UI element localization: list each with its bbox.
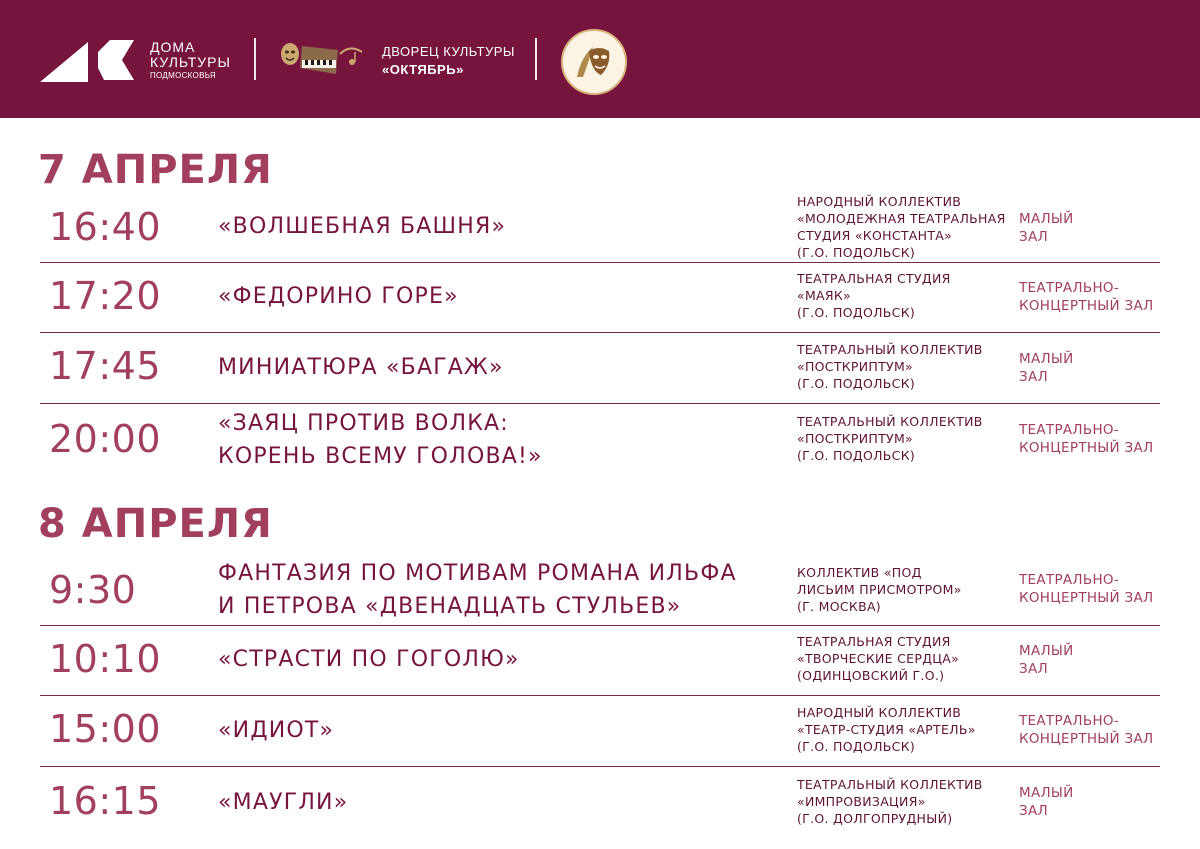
event-time: 16:15 (49, 779, 162, 823)
event-hall (1019, 279, 1153, 315)
group-line: ТЕАТРАЛЬНАЯ СТУДИЯ (797, 634, 951, 649)
event-title (218, 351, 504, 384)
event-group (797, 776, 1012, 827)
dk-line3: ПОДМОСКОВЬЯ (150, 71, 216, 80)
event-title-line: «ЗАЯЦ ПРОТИВ ВОЛКА: (218, 411, 509, 436)
theatre-mask-feather-icon (563, 31, 625, 93)
event-time: 20:00 (49, 417, 162, 461)
event-title (218, 643, 520, 676)
group-line: (Г.О. ДОЛГОПРУДНЫЙ) (797, 811, 953, 826)
event-time: 15:00 (49, 707, 162, 751)
event-hall (1019, 350, 1074, 386)
event-hall (1019, 642, 1074, 678)
event-hall (1019, 784, 1074, 820)
day-title-april-7: 7 АПРЕЛЯ (38, 147, 273, 193)
day-title-april-8: 8 АПРЕЛЯ (38, 501, 273, 547)
october-palace-title (382, 43, 515, 79)
hall-line: КОНЦЕРТНЫЙ ЗАЛ (1019, 298, 1154, 314)
event-group (797, 413, 1012, 464)
header-divider (254, 38, 256, 80)
dk-line2: КУЛЬТУРЫ (150, 54, 231, 70)
festival-emblem (561, 29, 627, 95)
hall-line: ТЕАТРАЛЬНО- (1019, 572, 1119, 588)
event-group (797, 633, 1012, 684)
event-title-line: «СТРАСТИ ПО ГОГОЛЮ» (218, 647, 520, 672)
event-group (797, 270, 1012, 321)
group-line: НАРОДНЫЙ КОЛЛЕКТИВ (797, 705, 962, 720)
group-line: «МОЛОДЕЖНАЯ ТЕАТРАЛЬНАЯ (797, 211, 1006, 226)
header-divider (535, 38, 537, 80)
group-line: «ПОСТКРИПТУМ» (797, 431, 913, 446)
hall-line: МАЛЫЙ (1019, 785, 1074, 801)
event-title-line: «ФЕДОРИНО ГОРЕ» (218, 284, 459, 309)
event-time: 17:20 (49, 274, 162, 318)
schedule-row (40, 555, 1160, 626)
group-line: ТЕАТРАЛЬНЫЙ КОЛЛЕКТИВ (797, 777, 983, 792)
group-line: «ИМПРОВИЗАЦИЯ» (797, 794, 926, 809)
event-title (218, 280, 459, 313)
event-title-line: И ПЕТРОВА «ДВЕНАДЦАТЬ СТУЛЬЕВ» (218, 594, 682, 619)
hall-line: МАЛЫЙ (1019, 351, 1074, 367)
event-title-line: МИНИАТЮРА «БАГАЖ» (218, 355, 504, 380)
event-group (797, 564, 1012, 615)
event-title (218, 714, 334, 747)
group-line: (Г.О. ПОДОЛЬСК) (797, 305, 916, 320)
event-hall (1019, 421, 1153, 457)
event-title-line: «ВОЛШЕБНАЯ БАШНЯ» (218, 214, 507, 239)
event-group (797, 193, 1012, 261)
hall-line: ЗАЛ (1019, 661, 1048, 677)
group-line: (Г.О. ПОДОЛЬСК) (797, 245, 916, 260)
hall-line: ТЕАТРАЛЬНО- (1019, 422, 1119, 438)
hall-line: ТЕАТРАЛЬНО- (1019, 280, 1119, 296)
event-time: 9:30 (49, 568, 137, 612)
doma-kultury-logo-icon (40, 38, 138, 82)
group-line: СТУДИЯ «КОНСТАНТА» (797, 228, 953, 243)
schedule-row (40, 404, 1160, 480)
group-line: (ОДИНЦОВСКИЙ Г.О.) (797, 668, 945, 683)
group-line: ТЕАТРАЛЬНАЯ СТУДИЯ (797, 271, 951, 286)
hall-line: МАЛЫЙ (1019, 211, 1074, 227)
event-title-line: «МАУГЛИ» (218, 790, 349, 815)
hall-line: ЗАЛ (1019, 369, 1048, 385)
group-line: «ТЕАТР-СТУДИЯ «АРТЕЛЬ» (797, 722, 976, 737)
group-line: (Г.О. ПОДОЛЬСК) (797, 448, 916, 463)
event-hall (1019, 571, 1153, 607)
schedule-row (40, 696, 1160, 767)
hall-line: ЗАЛ (1019, 229, 1048, 245)
group-line: (Г.О. ПОДОЛЬСК) (797, 739, 916, 754)
event-title-line: ФАНТАЗИЯ ПО МОТИВАМ РОМАНА ИЛЬФА (218, 561, 737, 586)
event-title (218, 210, 506, 243)
doma-kultury-logo-text (150, 40, 231, 82)
group-line: ТЕАТРАЛЬНЫЙ КОЛЛЕКТИВ (797, 414, 983, 429)
event-time: 16:40 (49, 205, 162, 249)
event-hall (1019, 712, 1153, 748)
hall-line: ЗАЛ (1019, 803, 1048, 819)
schedule-row (40, 193, 1160, 263)
hall-line: КОНЦЕРТНЫЙ ЗАЛ (1019, 590, 1154, 606)
group-line: (Г.О. ПОДОЛЬСК) (797, 376, 916, 391)
group-line: НАРОДНЫЙ КОЛЛЕКТИВ (797, 194, 962, 209)
schedule-row (40, 767, 1160, 839)
theatre-masks-piano-logo-icon (278, 40, 370, 76)
october-line2: «ОКТЯБРЬ» (382, 62, 464, 77)
hall-line: ТЕАТРАЛЬНО- (1019, 713, 1119, 729)
event-group (797, 704, 1012, 755)
event-time: 17:45 (49, 344, 162, 388)
event-time: 10:10 (49, 637, 162, 681)
group-line: «ТВОРЧЕСКИЕ СЕРДЦА» (797, 651, 960, 666)
october-line1: ДВОРЕЦ КУЛЬТУРЫ (382, 44, 515, 59)
group-line: «ПОСТКРИПТУМ» (797, 359, 913, 374)
hall-line: КОНЦЕРТНЫЙ ЗАЛ (1019, 440, 1154, 456)
dk-line1: ДОМА (150, 39, 196, 55)
schedule-row (40, 333, 1160, 404)
event-hall (1019, 210, 1074, 246)
event-title-line: «ИДИОТ» (218, 718, 335, 743)
group-line: ТЕАТРАЛЬНЫЙ КОЛЛЕКТИВ (797, 342, 983, 357)
group-line: КОЛЛЕКТИВ «ПОД (797, 565, 922, 580)
group-line: «МАЯК» (797, 288, 851, 303)
event-title (218, 557, 737, 623)
header-banner (0, 0, 1200, 118)
group-line: ЛИСЬИМ ПРИСМОТРОМ» (797, 582, 962, 597)
schedule-row (40, 626, 1160, 696)
event-group (797, 341, 1012, 392)
hall-line: КОНЦЕРТНЫЙ ЗАЛ (1019, 731, 1154, 747)
group-line: (Г. МОСКВА) (797, 599, 881, 614)
event-title-line: КОРЕНЬ ВСЕМУ ГОЛОВА!» (218, 444, 543, 469)
hall-line: МАЛЫЙ (1019, 643, 1074, 659)
schedule-row (40, 263, 1160, 333)
event-title (218, 407, 543, 473)
event-title (218, 786, 348, 819)
